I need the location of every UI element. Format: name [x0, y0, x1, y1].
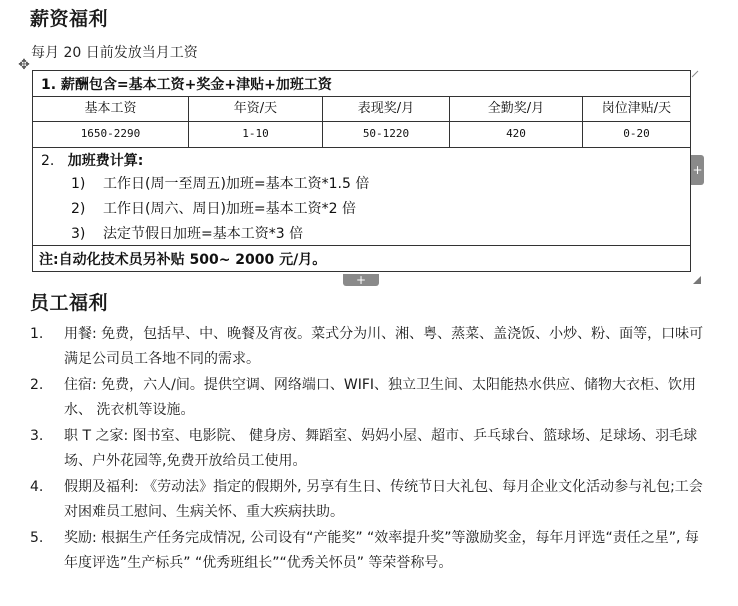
value-cell: 1650-2290 [80, 127, 141, 140]
list-item-number: 1. [30, 326, 44, 342]
header-cell: 表现奖/月 [322, 96, 449, 121]
overtime-item-text: 法定节假日加班=基本工资*3 倍 [103, 226, 304, 242]
overtime-section [33, 147, 690, 246]
overtime-item-number: 3) [71, 226, 86, 242]
header-cell: 岗位津贴/天 [582, 96, 690, 121]
salary-subtitle: 每月 20 日前发放当月工资 [31, 45, 198, 61]
header-cell: 基本工资 [84, 101, 137, 116]
list-item [30, 322, 710, 372]
salary-table [32, 70, 691, 272]
value-cell: 50-1220 [322, 121, 449, 147]
add-column-plus-icon[interactable]: + [691, 155, 704, 185]
overtime-item [71, 198, 356, 218]
overtime-item-text: 工作日(周一至周五)加班=基本工资*1.5 倍 [103, 176, 370, 192]
list-item-text: 用餐: 免费，包括早、中、晚餐及宵夜。菜式分为川、湘、粤、蒸菜、盖浇饭、小炒、粉、面等，口味可满足公司员工各地不同的需求。 [64, 326, 704, 367]
table-corner-marker-icon [691, 70, 699, 78]
header-cell: 年资/天 [188, 96, 322, 121]
table-value-row [33, 121, 690, 148]
value-cell: 0-20 [582, 121, 690, 147]
overtime-item [71, 223, 303, 243]
list-item-number: 3. [30, 428, 44, 444]
welfare-list [30, 322, 710, 577]
list-item [30, 475, 710, 525]
list-item [30, 526, 710, 576]
list-item [30, 373, 710, 423]
table-note: 注:自动化技术员另补贴 500~ 2000 元/月。 [39, 252, 327, 268]
list-item-text: 住宿: 免费，六人/间。提供空调、网络端口、WIFI、独立卫生间、太阳能热水供应、储物大衣柜、饮用水、 洗衣机等设施。 [64, 377, 697, 418]
overtime-title [41, 150, 143, 170]
value-cell: 1-10 [188, 121, 322, 147]
salary-composition: 1. 薪酬包含=基本工资+奖金+津贴+加班工资 [41, 77, 332, 93]
list-item-number: 2. [30, 377, 44, 393]
list-item [30, 424, 710, 474]
salary-heading: 薪资福利 [30, 8, 109, 30]
overtime-title-text: 加班费计算: [67, 153, 144, 169]
overtime-item-number: 2) [71, 201, 86, 217]
list-item-text: 假期及福利: 《劳动法》指定的假期外, 另享有生日、传统节日大礼包、每月企业文化活动参与礼包;工会对困难员工慰问、生病关怀、重大疾病扶助。 [64, 479, 703, 520]
table-header-row [33, 96, 690, 122]
table-row-composition [33, 71, 690, 97]
list-item-text: 职 T 之家: 图书室、电影院、 健身房、舞蹈室、妈妈小屋、超市、乒乓球台、篮球场、足球场、羽毛球场、户外花园等,免费开放给员工使用。 [64, 428, 698, 469]
add-row-plus-icon[interactable]: + [343, 274, 379, 286]
overtime-item-text: 工作日(周六、周日)加班=基本工资*2 倍 [103, 201, 357, 217]
header-cell: 全勤奖/月 [449, 96, 582, 121]
table-note-row [33, 245, 690, 271]
value-cell: 420 [449, 121, 582, 147]
overtime-number: 2. [41, 153, 55, 169]
list-item-text: 奖励: 根据生产任务完成情况, 公司设有“产能奖” “效率提升奖”等激励奖金，每年月评选“责任之星”, 每年度评选”生产标兵” “优秀班组长”“优秀关怀员” 等荣誉称号。 [64, 530, 699, 571]
overtime-item-number: 1) [71, 176, 86, 192]
table-resize-handle-icon[interactable] [693, 276, 701, 284]
table-move-handle-icon[interactable]: ✥ [18, 57, 30, 73]
overtime-item [71, 173, 369, 193]
list-item-number: 5. [30, 530, 44, 546]
welfare-heading: 员工福利 [30, 292, 109, 314]
list-item-number: 4. [30, 479, 44, 495]
